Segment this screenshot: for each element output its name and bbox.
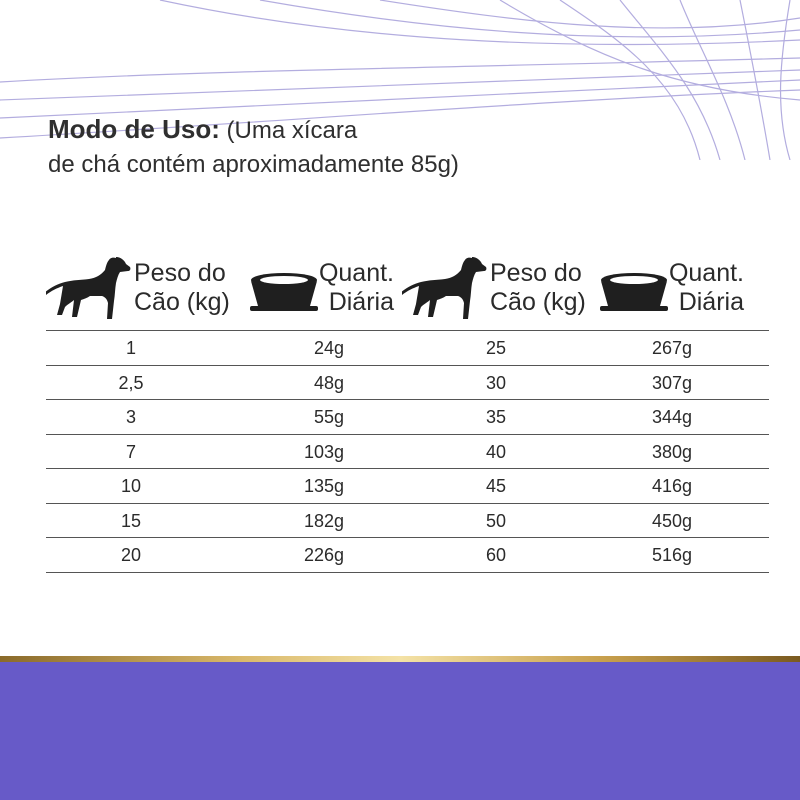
qty-cell: 103g — [303, 441, 344, 462]
usage-title-rest: (Uma xícara — [219, 117, 358, 144]
bowl-icon — [248, 272, 320, 314]
usage-title-line2: de chá contém aproximadamente 85g) — [48, 151, 459, 178]
qty-cell: 267g — [651, 338, 692, 358]
bowl-icon — [598, 272, 670, 314]
weight-cell: 25 — [486, 338, 507, 358]
qty-label-1b: Diária — [328, 288, 394, 316]
usage-title-bold: Modo de Uso: — [48, 114, 220, 144]
qty-cell: 450g — [651, 510, 692, 531]
qty-cell: 226g — [303, 545, 344, 565]
qty-cell: 380g — [651, 441, 692, 462]
weight-cell: 60 — [486, 545, 507, 565]
qty-label-1a: Quant. — [318, 259, 394, 287]
table-row — [46, 435, 769, 470]
qty-cell: 416g — [651, 476, 692, 496]
weight-cell: 10 — [120, 476, 142, 496]
table-row — [46, 504, 769, 539]
table-row — [46, 469, 769, 504]
table-row — [46, 538, 769, 573]
feeding-table — [46, 330, 769, 573]
table-header — [46, 250, 766, 326]
weight-cell: 3 — [125, 407, 136, 427]
weight-label-2b: Cão (kg) — [490, 288, 586, 316]
table-row — [46, 366, 769, 401]
weight-cell: 20 — [120, 545, 142, 565]
qty-cell: 48g — [313, 372, 344, 393]
usage-title — [48, 112, 748, 182]
purple-footer-band — [0, 662, 800, 800]
qty-cell: 516g — [651, 545, 692, 565]
weight-cell: 40 — [486, 441, 507, 462]
weight-cell: 50 — [486, 510, 507, 531]
table-row — [46, 400, 769, 435]
dog-icon — [46, 255, 132, 323]
qty-cell: 182g — [303, 510, 344, 531]
weight-cell: 1 — [125, 338, 136, 358]
weight-label-1b: Cão (kg) — [134, 288, 230, 316]
weight-cell: 7 — [125, 441, 136, 462]
weight-label-1a: Peso do — [134, 259, 226, 287]
weight-cell: 45 — [486, 476, 507, 496]
qty-cell: 307g — [651, 372, 692, 393]
qty-cell: 24g — [313, 338, 344, 358]
dog-icon — [402, 255, 488, 323]
weight-label-2a: Peso do — [490, 259, 582, 287]
weight-cell: 30 — [486, 372, 507, 393]
weight-cell: 2,5 — [118, 372, 144, 393]
weight-cell: 15 — [120, 510, 142, 531]
qty-label-2a: Quant. — [668, 259, 744, 287]
qty-label-2b: Diária — [678, 288, 744, 316]
qty-cell: 135g — [303, 476, 344, 496]
table-row — [46, 331, 769, 366]
weight-cell: 35 — [486, 407, 507, 427]
qty-cell: 344g — [651, 407, 692, 427]
qty-cell: 55g — [313, 407, 344, 427]
